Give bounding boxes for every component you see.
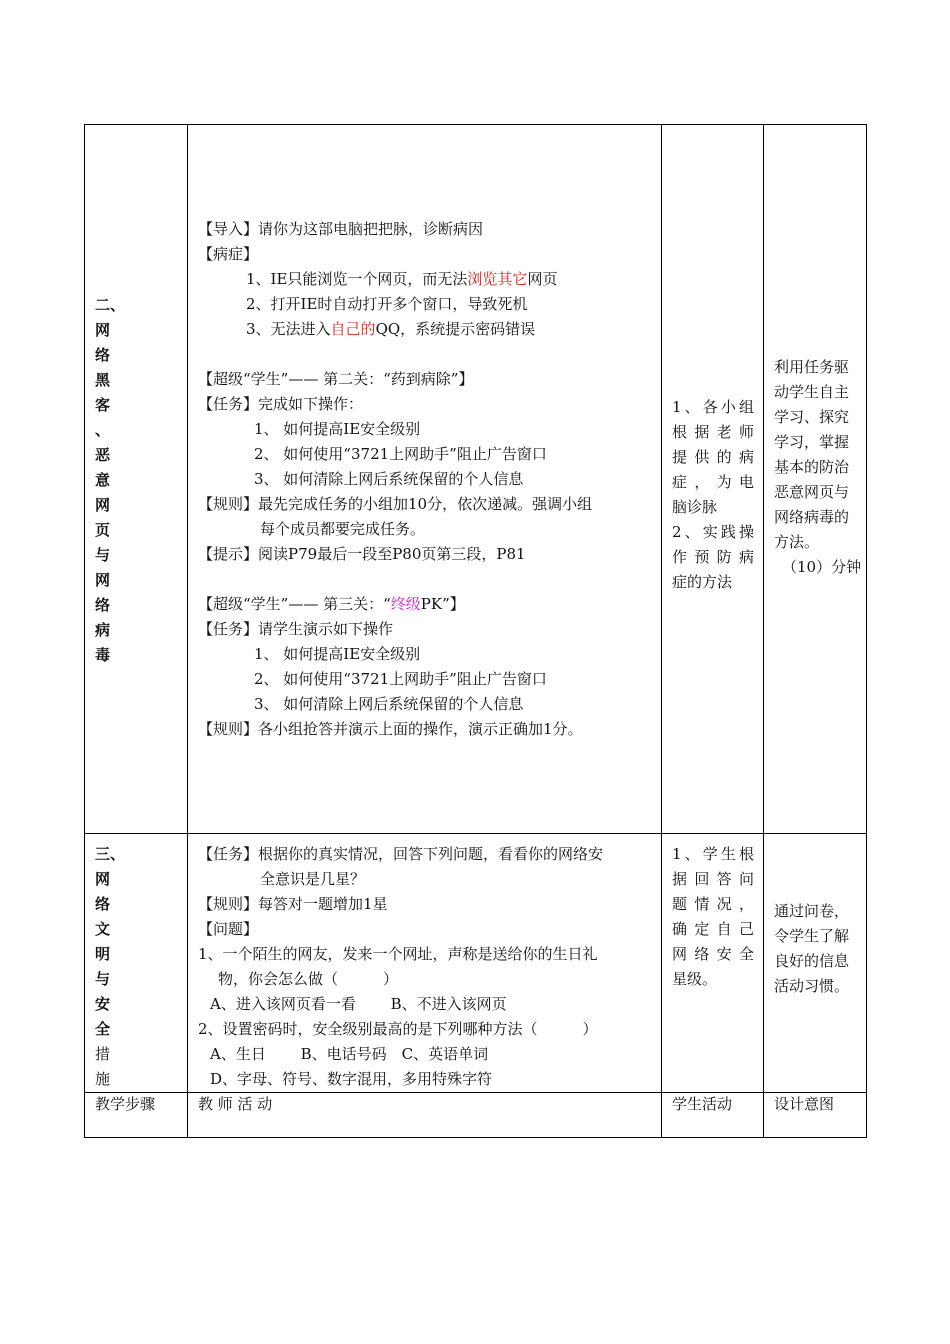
section3-questions-heading: 【问题】 (198, 920, 259, 938)
level2-title: 【超级“学生”—— 第二关：“药到病除”】 (198, 370, 474, 388)
section3-task: 【任务】根据你的真实情况，回答下列问题，看看你的网络安 (198, 845, 604, 863)
level3-task-1: 1、 如何提高IE安全级别 (254, 645, 421, 663)
footer-col2: 教 师 活 动 (188, 1093, 662, 1138)
footer-col1: 教学步骤 (85, 1093, 188, 1138)
section2-teacher-cell (188, 125, 662, 834)
footer-col3: 学生活动 (662, 1093, 764, 1138)
section2-student-cell (662, 125, 764, 834)
section3-row (85, 834, 867, 1093)
footer-row (85, 1093, 867, 1138)
question-2-options-1: A、生日 B、电话号码 C、英语单词 (210, 1045, 489, 1063)
level3-task-2: 2、 如何使用“3721上网助手”阻止广告窗口 (254, 670, 547, 688)
section3-design-intent: 通过问卷， 令学生了解 良好的信息 活动习惯。 (774, 902, 850, 995)
section3-label: 三、 网 络 文 明 与 安 全 措 施 (95, 845, 126, 1088)
footer-col4: 设计意图 (764, 1093, 867, 1138)
section3-teacher-cell (188, 834, 662, 1093)
level2-task-2: 2、 如何使用“3721上网助手”阻止广告窗口 (254, 445, 547, 463)
level3-rule: 【规则】各小组抢答并演示上面的操作，演示正确加1分。 (198, 720, 583, 738)
section2-label-cell (85, 125, 188, 834)
question-1-options: A、进入该网页看一看 B、不进入该网页 (210, 995, 507, 1013)
level3-task-3: 3、 如何清除上网后系统保留的个人信息 (254, 695, 524, 713)
level2-rule: 【规则】最先完成任务的小组加10分，依次递减。强调小组 (198, 495, 593, 513)
section3-intent-cell (764, 834, 867, 1093)
level2-rule-cont: 每个成员都要完成任务。 (260, 520, 426, 538)
section3-student-cell (662, 834, 764, 1093)
level2-task-3: 3、 如何清除上网后系统保留的个人信息 (254, 470, 524, 488)
question-2: 2、设置密码时，安全级别最高的是下列哪种方法（ ） (198, 1020, 598, 1038)
section2-student-activity: 1、各小组 根据老师 提供的病 症，为电 脑诊脉 2、实践操 作预防病 症的方法 (672, 398, 754, 591)
section3-teacher-activity (188, 834, 661, 1092)
lesson-plan-table (84, 124, 867, 1138)
level2-task-1: 1、 如何提高IE安全级别 (254, 420, 421, 438)
section3-student-activity: 1、学生根 据回答问 题情况， 确定自己 网络安全 星级。 (672, 845, 754, 988)
level2-task: 【任务】完成如下操作： (198, 395, 364, 413)
section3-task-cont: 全意识是几星？ (260, 870, 366, 888)
question-1: 1、一个陌生的网友，发来一个网址，声称是送给你的生日礼 (198, 945, 598, 963)
intro-line: 【导入】请你为这部电脑把把脉，诊断病因 (198, 220, 484, 238)
section2-design-intent: 利用任务驱 动学生自主 学习、探究 学习，掌握 基本的防治 恶意网页与 网络病毒的 方法。 （10）分钟 (774, 358, 862, 576)
symptom-2: 2、打开IE时自动打开多个窗口，导致死机 (246, 295, 528, 313)
question-2-options-2: D、字母、符号、数字混用，多用特殊字符 (210, 1070, 493, 1088)
section2-intent-cell (764, 125, 867, 834)
section2-row (85, 125, 867, 834)
level3-task: 【任务】请学生演示如下操作 (198, 620, 394, 638)
section2-label: 二、 网 络 黑 客 、 恶 意 网 页 与 网 络 病 毒 (95, 296, 126, 664)
section2-teacher-activity (188, 125, 661, 742)
symptom-1: 1、IE只能浏览一个网页，而无法浏览其它网页 (246, 270, 558, 288)
symptom-heading: 【病症】 (198, 245, 259, 263)
level3-title: 【超级“学生”—— 第三关：“终级PK”】 (198, 595, 465, 613)
level2-hint: 【提示】阅读P79最后一段至P80页第三段，P81 (198, 545, 526, 563)
section3-label-cell (85, 834, 188, 1093)
section3-rule: 【规则】每答对一题增加1星 (198, 895, 388, 913)
question-1-cont: 物，你会怎么做（ ） (218, 970, 399, 988)
symptom-3: 3、无法进入自己的QQ，系统提示密码错误 (246, 320, 536, 338)
